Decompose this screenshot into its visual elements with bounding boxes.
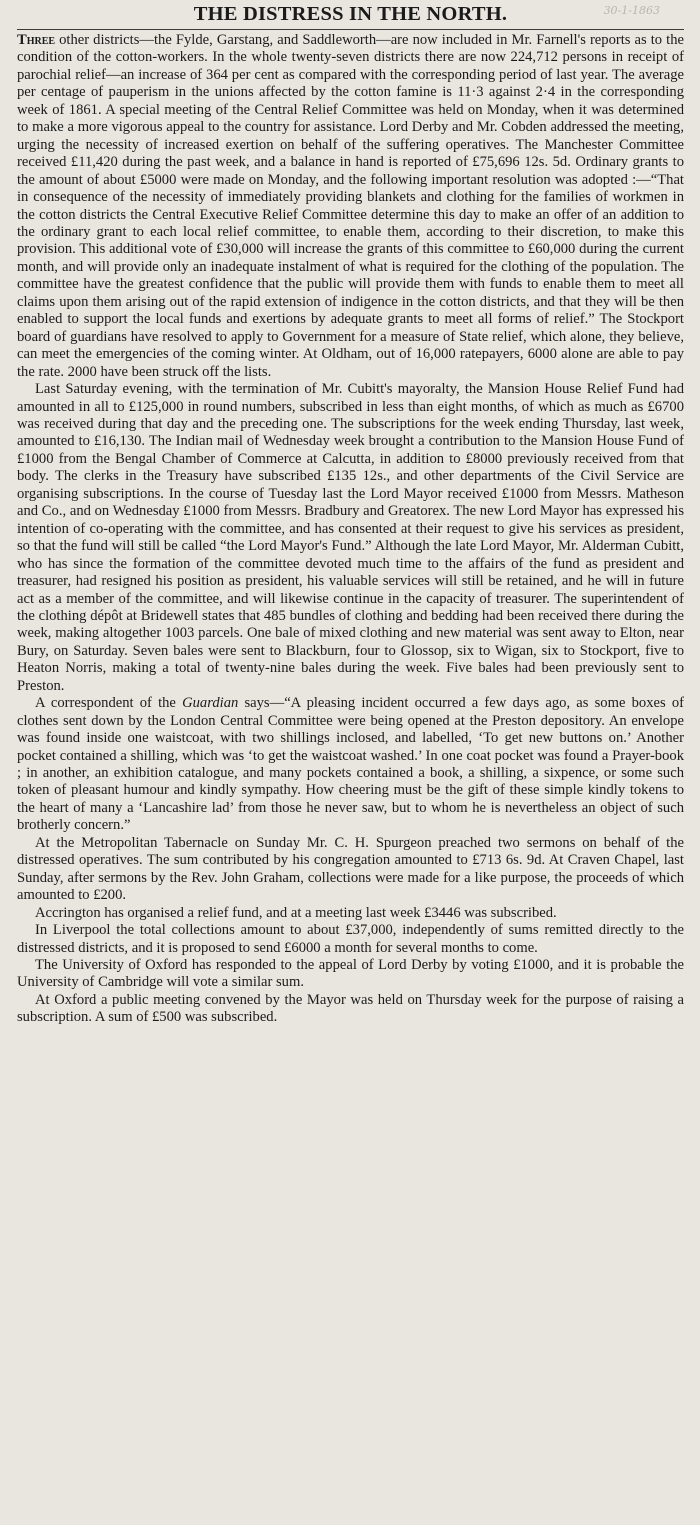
article-title: THE DISTRESS IN THE NORTH. (193, 3, 508, 25)
handwritten-date-note: 30-1-1863 (603, 4, 660, 17)
paragraph-3-pre: A correspondent of the (35, 695, 183, 712)
paragraph-4: At the Metropolitan Tabernacle on Sunday Mr. C. H. Spurgeon preached two sermons on behalf of the distressed operatives. The sum contributed by his congregation amounted to £713 6s. 9d. At Craven Chapel, last Sunday, after sermons by the Rev. John Graham, collections were made for a like purpose, the proceeds of which amounted to £200. (17, 834, 684, 904)
title-rule (17, 29, 684, 30)
paragraph-3-text: says—“A pleasing incident occurred a few days ago, as some boxes of clothes sent down by the London Central Committee were being opened at the Preston depository. An envelope was found inside one waistcoat, with two shillings inclosed, and labelled, ‘To get new buttons on.’ Another pocket contained a shilling, which was ‘to get the waistcoat washed.’ In one coat pocket was found a Prayer-book ; in another, an exhibition catalogue, and many pockets contained a book, a shilling, a sixpence, or some such token of pleasant humour and kindly sympathy. How cheering must be the gift of these simple kindly tokens to the heart of many a ‘Lancashire lad’ from those he never saw, but to whom he is nevertheless an object of such brotherly concern.” (17, 695, 684, 834)
paragraph-5: Accrington has organised a relief fund, and at a meeting last week £3446 was subscribed. (35, 904, 557, 921)
paragraph-6: In Liverpool the total collections amount to about £37,000, independently of sums remitted directly to the distressed districts, and it is proposed to send £6000 a month for several months to come. (17, 922, 684, 956)
paragraph-1 (17, 32, 684, 381)
paragraph-8: At Oxford a public meeting convened by the Mayor was held on Thursday week for the purpose of raising a subscription. A sum of £500 was subscribed. (17, 991, 684, 1026)
paragraph-7: The University of Oxford has responded to the appeal of Lord Derby by voting £1000, and it is probable the University of Cambridge will vote a similar sum. (17, 957, 684, 991)
drop-lead-word: Three (17, 32, 56, 48)
paragraph-1-text: other districts—the Fylde, Garstang, and Saddleworth—are now included in Mr. Farnell's reports as to the condition of the cotton-workers. In the whole twenty-seven districts there are now 224,712 persons in receipt of parochial relief—an increase of 364 per cent as compared with the corresponding period of last year. The average per centage of pauperism in the unions affected by the cotton famine is 11·3 against 2·4 in the corresponding week of 1861. A special meeting of the Central Relief Committee was held on Monday, when it was determined to make a more vigorous appeal to the country for assistance. Lord Derby and Mr. Cobden addressed the meeting, urging the necessity of increased exertion on behalf of the suffering operatives. The Manchester Committee received £11,420 during the past week, and a balance in hand is reported of £75,696 12s. 5d. Ordinary grants to the amount of about £5000 were made on Monday, and the following important resolution was adopted :—“That in consequence of the necessity of immediately providing blankets and clothing for the families of workmen in the cotton districts the Central Executive Relief Committee determine this day to make an offer of an addition to the ordinary grant to each local relief committee, to enable them, according to their discretion, to make this provision. This additional vote of £30,000 will increase the grants of this committee to £60,000 during the current month, and will provide only an inadequate instalment of what is required for the clothing of the population. The committee have the greatest confidence that the public will provide them with funds to enable them to meet all claims upon them arising out of the rapid extension of indigence in the cotton districts, and that they will be then enabled to support the local funds and exertions by adequate grants to meet all forms of relief.” The Stockport board of guardians have resolved to apply to Government for a measure of State relief, which alone, they believe, can meet the emergencies of the coming winter. At Oldham, out of 16,000 ratepayers, 6000 alone are able to pay the rate. 2000 have been struck off the lists. (17, 32, 684, 380)
newspaper-name: Guardian (182, 695, 239, 712)
article-body (17, 32, 684, 1027)
paragraph-3 (17, 695, 684, 835)
paragraph-2: Last Saturday evening, with the termination of Mr. Cubitt's mayoralty, the Mansion House Relief Fund had amounted in all to £125,000 in round numbers, subscribed in less than eight months, of which as much as £6700 was received during that day and the preceding one. The subscriptions for the week ending Thursday, last week, amounted to £16,130. The Indian mail of Wednesday week brought a contribution to the Mansion House Fund of £1000 from the Bengal Chamber of Commerce at Calcutta, in addition to £8000 previously received from that body. The clerks in the Treasury have subscribed £135 12s., and other departments of the Civil Service are organising subscriptions. In the course of Tuesday last the Lord Mayor received £1000 from Messrs. Matheson and Co., and on Wednesday £1000 from Messrs. Bradbury and Greatorex. The new Lord Mayor has expressed his intention of co-operating with the committee, and has consented at their request to give his services as president, so that the fund will still be called “the Lord Mayor's Fund.” Although the late Lord Mayor, Mr. Alderman Cubitt, who has since the formation of the committee devoted much time to the affairs of the fund as president and treasurer, had resigned his position as president, his valuable services will still be retained, and he will in future act as a member of the committee, and will likewise continue in the capacity of treasurer. The superintendent of the clothing dépôt at Bridewell states that 485 bundles of clothing and bedding had been received there during the week, making altogether 1003 parcels. One bale of mixed clothing and new material was sent away to Elton, near Bury, on Saturday. Seven bales were sent to Blackburn, four to Glossop, six to Wigan, six to Stockport, five to Heaton Norris, making a total of twenty-nine bales during the week. Five bales had been previously sent to Preston. (17, 381, 684, 694)
